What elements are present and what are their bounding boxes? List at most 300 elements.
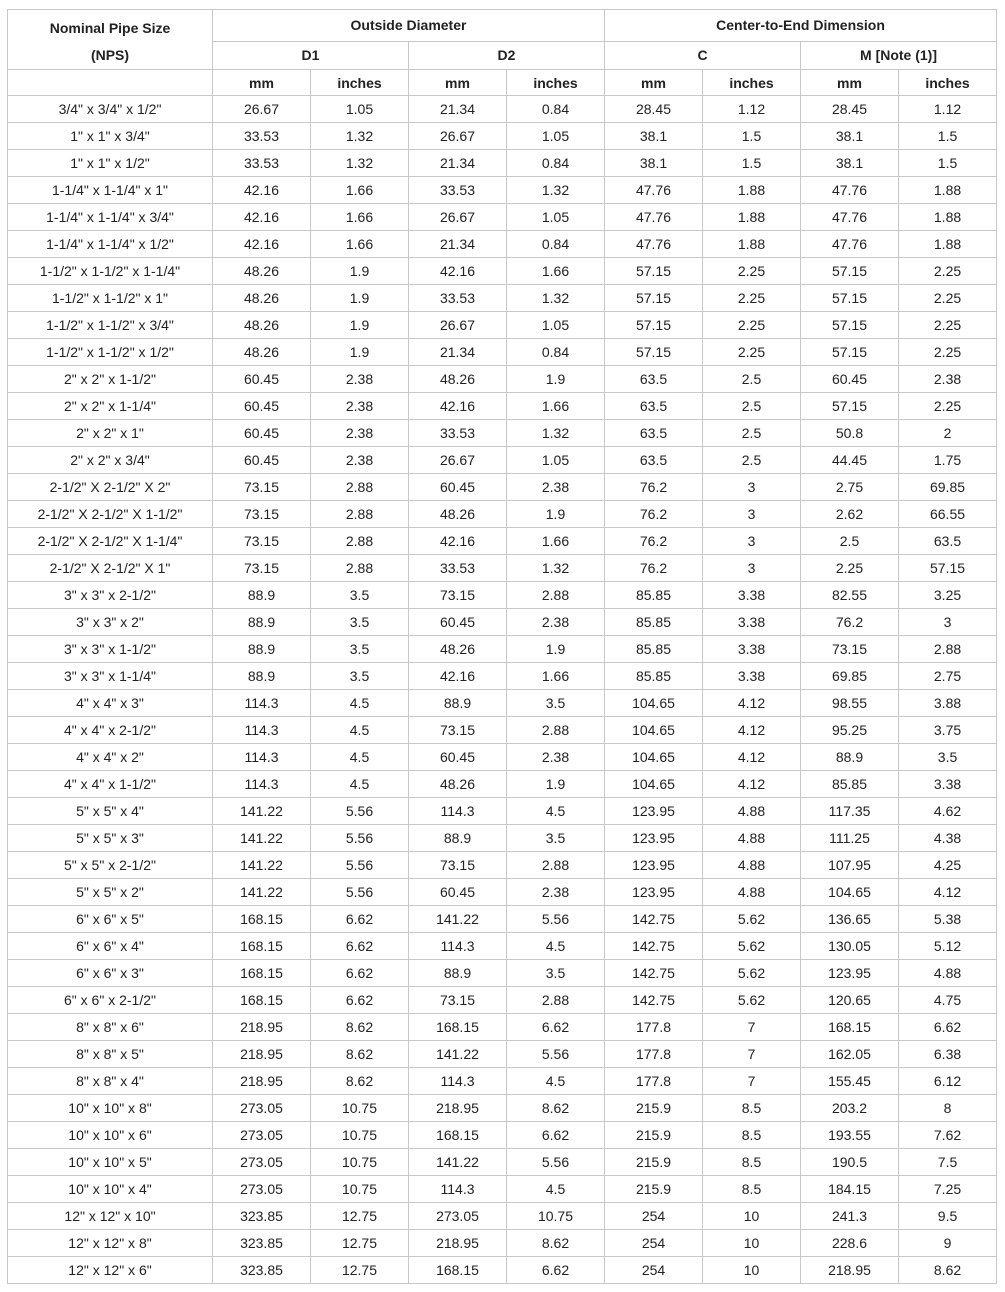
nps-cell: 3" x 3" x 2" bbox=[8, 609, 213, 636]
table-row bbox=[8, 744, 997, 771]
value-cell: 162.05 bbox=[801, 1041, 899, 1068]
value-cell: 6.62 bbox=[507, 1122, 605, 1149]
table-row bbox=[8, 609, 997, 636]
nps-cell: 10" x 10" x 8" bbox=[8, 1095, 213, 1122]
value-cell: 4.12 bbox=[703, 690, 801, 717]
value-cell: 2.88 bbox=[311, 555, 409, 582]
nps-cell: 6" x 6" x 2-1/2" bbox=[8, 987, 213, 1014]
value-cell: 88.9 bbox=[801, 744, 899, 771]
table-row bbox=[8, 636, 997, 663]
nps-cell: 3" x 3" x 1-1/2" bbox=[8, 636, 213, 663]
value-cell: 104.65 bbox=[605, 771, 703, 798]
unit-header: mm bbox=[213, 70, 311, 96]
value-cell: 4.5 bbox=[507, 1176, 605, 1203]
value-cell: 6.62 bbox=[311, 933, 409, 960]
nps-cell: 2" x 2" x 1-1/4" bbox=[8, 393, 213, 420]
value-cell: 57.15 bbox=[605, 312, 703, 339]
value-cell: 21.34 bbox=[409, 96, 507, 123]
value-cell: 76.2 bbox=[801, 609, 899, 636]
value-cell: 5.56 bbox=[507, 1041, 605, 1068]
value-cell: 142.75 bbox=[605, 960, 703, 987]
value-cell: 117.35 bbox=[801, 798, 899, 825]
value-cell: 2.38 bbox=[507, 744, 605, 771]
unit-header: mm bbox=[605, 70, 703, 96]
value-cell: 2.5 bbox=[703, 366, 801, 393]
value-cell: 3.38 bbox=[703, 582, 801, 609]
value-cell: 8.5 bbox=[703, 1095, 801, 1122]
value-cell: 2.88 bbox=[311, 474, 409, 501]
table-container bbox=[7, 9, 997, 1284]
table-row bbox=[8, 771, 997, 798]
value-cell: 3 bbox=[703, 555, 801, 582]
value-cell: 3.5 bbox=[311, 582, 409, 609]
value-cell: 1.88 bbox=[703, 204, 801, 231]
value-cell: 66.55 bbox=[899, 501, 997, 528]
value-cell: 142.75 bbox=[605, 933, 703, 960]
value-cell: 2.62 bbox=[801, 501, 899, 528]
value-cell: 1.66 bbox=[311, 231, 409, 258]
unit-header: inches bbox=[311, 70, 409, 96]
outside-diameter-header: Outside Diameter bbox=[213, 10, 605, 42]
table-row bbox=[8, 339, 997, 366]
value-cell: 50.8 bbox=[801, 420, 899, 447]
value-cell: 2.75 bbox=[899, 663, 997, 690]
value-cell: 10.75 bbox=[311, 1122, 409, 1149]
value-cell: 2.5 bbox=[703, 420, 801, 447]
unit-header: mm bbox=[801, 70, 899, 96]
unit-header: inches bbox=[899, 70, 997, 96]
table-row bbox=[8, 555, 997, 582]
table-row bbox=[8, 960, 997, 987]
value-cell: 48.26 bbox=[213, 285, 311, 312]
value-cell: 26.67 bbox=[409, 123, 507, 150]
value-cell: 88.9 bbox=[409, 960, 507, 987]
value-cell: 177.8 bbox=[605, 1014, 703, 1041]
value-cell: 73.15 bbox=[409, 717, 507, 744]
value-cell: 1.66 bbox=[311, 177, 409, 204]
value-cell: 155.45 bbox=[801, 1068, 899, 1095]
value-cell: 28.45 bbox=[801, 96, 899, 123]
value-cell: 2.5 bbox=[703, 447, 801, 474]
nps-cell: 1" x 1" x 1/2" bbox=[8, 150, 213, 177]
value-cell: 2.38 bbox=[311, 420, 409, 447]
d2-header: D2 bbox=[409, 41, 605, 69]
value-cell: 4.75 bbox=[899, 987, 997, 1014]
value-cell: 6.62 bbox=[899, 1014, 997, 1041]
value-cell: 2.5 bbox=[703, 393, 801, 420]
value-cell: 2.38 bbox=[899, 366, 997, 393]
value-cell: 5.56 bbox=[507, 1149, 605, 1176]
nps-cell: 3/4" x 3/4" x 1/2" bbox=[8, 96, 213, 123]
value-cell: 48.26 bbox=[409, 366, 507, 393]
value-cell: 8.62 bbox=[311, 1041, 409, 1068]
value-cell: 5.56 bbox=[311, 798, 409, 825]
value-cell: 5.38 bbox=[899, 906, 997, 933]
value-cell: 12.75 bbox=[311, 1203, 409, 1230]
value-cell: 69.85 bbox=[899, 474, 997, 501]
value-cell: 63.5 bbox=[605, 420, 703, 447]
value-cell: 114.3 bbox=[213, 717, 311, 744]
value-cell: 60.45 bbox=[213, 447, 311, 474]
value-cell: 104.65 bbox=[605, 717, 703, 744]
value-cell: 10 bbox=[703, 1230, 801, 1257]
value-cell: 4.5 bbox=[507, 933, 605, 960]
value-cell: 1.75 bbox=[899, 447, 997, 474]
value-cell: 98.55 bbox=[801, 690, 899, 717]
value-cell: 6.62 bbox=[311, 960, 409, 987]
value-cell: 2.88 bbox=[311, 501, 409, 528]
value-cell: 1.9 bbox=[311, 285, 409, 312]
value-cell: 215.9 bbox=[605, 1176, 703, 1203]
value-cell: 136.65 bbox=[801, 906, 899, 933]
value-cell: 1.9 bbox=[311, 258, 409, 285]
empty-header-cell bbox=[8, 70, 213, 96]
value-cell: 12.75 bbox=[311, 1230, 409, 1257]
value-cell: 168.15 bbox=[801, 1014, 899, 1041]
value-cell: 42.16 bbox=[409, 663, 507, 690]
value-cell: 1.5 bbox=[703, 150, 801, 177]
value-cell: 73.15 bbox=[409, 852, 507, 879]
value-cell: 12.75 bbox=[311, 1257, 409, 1284]
nps-cell: 5" x 5" x 2-1/2" bbox=[8, 852, 213, 879]
value-cell: 141.22 bbox=[409, 1041, 507, 1068]
value-cell: 107.95 bbox=[801, 852, 899, 879]
value-cell: 177.8 bbox=[605, 1068, 703, 1095]
value-cell: 123.95 bbox=[605, 798, 703, 825]
table-row bbox=[8, 177, 997, 204]
nps-cell: 3" x 3" x 2-1/2" bbox=[8, 582, 213, 609]
value-cell: 8.62 bbox=[507, 1230, 605, 1257]
value-cell: 2.88 bbox=[507, 852, 605, 879]
value-cell: 168.15 bbox=[213, 906, 311, 933]
value-cell: 73.15 bbox=[213, 528, 311, 555]
nps-cell: 2-1/2" X 2-1/2" X 1-1/2" bbox=[8, 501, 213, 528]
value-cell: 57.15 bbox=[899, 555, 997, 582]
value-cell: 3.88 bbox=[899, 690, 997, 717]
table-row bbox=[8, 1068, 997, 1095]
value-cell: 4.5 bbox=[311, 771, 409, 798]
value-cell: 48.26 bbox=[213, 339, 311, 366]
value-cell: 273.05 bbox=[213, 1122, 311, 1149]
value-cell: 123.95 bbox=[605, 825, 703, 852]
value-cell: 1.9 bbox=[311, 312, 409, 339]
value-cell: 60.45 bbox=[213, 366, 311, 393]
value-cell: 57.15 bbox=[605, 339, 703, 366]
value-cell: 1.66 bbox=[507, 393, 605, 420]
nps-cell: 10" x 10" x 6" bbox=[8, 1122, 213, 1149]
value-cell: 141.22 bbox=[213, 825, 311, 852]
value-cell: 26.67 bbox=[409, 447, 507, 474]
value-cell: 5.56 bbox=[311, 879, 409, 906]
value-cell: 26.67 bbox=[409, 312, 507, 339]
value-cell: 47.76 bbox=[605, 204, 703, 231]
value-cell: 2.25 bbox=[899, 285, 997, 312]
table-row bbox=[8, 1095, 997, 1122]
value-cell: 3.5 bbox=[507, 825, 605, 852]
table-row bbox=[8, 420, 997, 447]
value-cell: 141.22 bbox=[409, 1149, 507, 1176]
value-cell: 218.95 bbox=[213, 1068, 311, 1095]
value-cell: 218.95 bbox=[409, 1095, 507, 1122]
value-cell: 63.5 bbox=[899, 528, 997, 555]
value-cell: 85.85 bbox=[605, 636, 703, 663]
value-cell: 8.62 bbox=[311, 1014, 409, 1041]
value-cell: 168.15 bbox=[409, 1122, 507, 1149]
value-cell: 2.25 bbox=[899, 393, 997, 420]
value-cell: 1.88 bbox=[899, 204, 997, 231]
value-cell: 123.95 bbox=[605, 852, 703, 879]
nps-cell: 10" x 10" x 4" bbox=[8, 1176, 213, 1203]
d1-header: D1 bbox=[213, 41, 409, 69]
value-cell: 2.88 bbox=[507, 987, 605, 1014]
value-cell: 60.45 bbox=[409, 609, 507, 636]
table-row bbox=[8, 717, 997, 744]
value-cell: 3.5 bbox=[311, 663, 409, 690]
table-row bbox=[8, 825, 997, 852]
table-row bbox=[8, 474, 997, 501]
value-cell: 3.5 bbox=[899, 744, 997, 771]
pipe-dimension-table bbox=[7, 9, 997, 1284]
value-cell: 4.88 bbox=[703, 825, 801, 852]
value-cell: 1.66 bbox=[507, 258, 605, 285]
nps-cell: 5" x 5" x 2" bbox=[8, 879, 213, 906]
value-cell: 7.25 bbox=[899, 1176, 997, 1203]
nps-cell: 6" x 6" x 5" bbox=[8, 906, 213, 933]
value-cell: 47.76 bbox=[801, 231, 899, 258]
value-cell: 4.12 bbox=[703, 744, 801, 771]
value-cell: 1.32 bbox=[507, 177, 605, 204]
value-cell: 142.75 bbox=[605, 906, 703, 933]
value-cell: 2.38 bbox=[507, 609, 605, 636]
value-cell: 141.22 bbox=[213, 852, 311, 879]
value-cell: 33.53 bbox=[213, 123, 311, 150]
value-cell: 63.5 bbox=[605, 393, 703, 420]
nps-cell: 2-1/2" X 2-1/2" X 1-1/4" bbox=[8, 528, 213, 555]
value-cell: 1.9 bbox=[507, 636, 605, 663]
nps-cell: 2" x 2" x 1-1/2" bbox=[8, 366, 213, 393]
table-row bbox=[8, 150, 997, 177]
value-cell: 48.26 bbox=[409, 501, 507, 528]
value-cell: 1.9 bbox=[311, 339, 409, 366]
value-cell: 42.16 bbox=[409, 258, 507, 285]
value-cell: 1.88 bbox=[703, 231, 801, 258]
value-cell: 2.38 bbox=[311, 366, 409, 393]
value-cell: 323.85 bbox=[213, 1230, 311, 1257]
value-cell: 3.5 bbox=[507, 960, 605, 987]
value-cell: 6.62 bbox=[507, 1014, 605, 1041]
value-cell: 0.84 bbox=[507, 231, 605, 258]
value-cell: 95.25 bbox=[801, 717, 899, 744]
table-row bbox=[8, 366, 997, 393]
value-cell: 1.05 bbox=[507, 204, 605, 231]
value-cell: 21.34 bbox=[409, 150, 507, 177]
value-cell: 2.88 bbox=[507, 717, 605, 744]
value-cell: 120.65 bbox=[801, 987, 899, 1014]
value-cell: 2.38 bbox=[311, 393, 409, 420]
unit-header: mm bbox=[409, 70, 507, 96]
value-cell: 184.15 bbox=[801, 1176, 899, 1203]
value-cell: 88.9 bbox=[213, 609, 311, 636]
value-cell: 10 bbox=[703, 1257, 801, 1284]
value-cell: 0.84 bbox=[507, 339, 605, 366]
nps-cell: 10" x 10" x 5" bbox=[8, 1149, 213, 1176]
value-cell: 254 bbox=[605, 1230, 703, 1257]
value-cell: 2.88 bbox=[899, 636, 997, 663]
value-cell: 60.45 bbox=[409, 744, 507, 771]
nps-cell: 4" x 4" x 2" bbox=[8, 744, 213, 771]
value-cell: 73.15 bbox=[801, 636, 899, 663]
value-cell: 60.45 bbox=[409, 879, 507, 906]
value-cell: 1.66 bbox=[507, 663, 605, 690]
value-cell: 114.3 bbox=[409, 933, 507, 960]
value-cell: 7 bbox=[703, 1068, 801, 1095]
table-row bbox=[8, 690, 997, 717]
value-cell: 218.95 bbox=[409, 1230, 507, 1257]
table-row bbox=[8, 447, 997, 474]
value-cell: 5.62 bbox=[703, 987, 801, 1014]
value-cell: 38.1 bbox=[801, 123, 899, 150]
value-cell: 2.5 bbox=[801, 528, 899, 555]
value-cell: 4.25 bbox=[899, 852, 997, 879]
value-cell: 88.9 bbox=[213, 636, 311, 663]
value-cell: 8.62 bbox=[507, 1095, 605, 1122]
nps-cell: 12" x 12" x 10" bbox=[8, 1203, 213, 1230]
value-cell: 3.38 bbox=[703, 663, 801, 690]
value-cell: 142.75 bbox=[605, 987, 703, 1014]
value-cell: 5.56 bbox=[311, 852, 409, 879]
value-cell: 141.22 bbox=[409, 906, 507, 933]
value-cell: 42.16 bbox=[213, 231, 311, 258]
value-cell: 69.85 bbox=[801, 663, 899, 690]
value-cell: 38.1 bbox=[605, 150, 703, 177]
value-cell: 218.95 bbox=[213, 1014, 311, 1041]
value-cell: 21.34 bbox=[409, 339, 507, 366]
value-cell: 6.62 bbox=[311, 987, 409, 1014]
value-cell: 4.5 bbox=[507, 1068, 605, 1095]
value-cell: 57.15 bbox=[801, 258, 899, 285]
value-cell: 1.9 bbox=[507, 771, 605, 798]
table-row bbox=[8, 987, 997, 1014]
value-cell: 85.85 bbox=[605, 609, 703, 636]
value-cell: 323.85 bbox=[213, 1203, 311, 1230]
value-cell: 1.66 bbox=[311, 204, 409, 231]
value-cell: 168.15 bbox=[213, 933, 311, 960]
value-cell: 215.9 bbox=[605, 1149, 703, 1176]
value-cell: 4.12 bbox=[899, 879, 997, 906]
value-cell: 215.9 bbox=[605, 1095, 703, 1122]
table-row bbox=[8, 231, 997, 258]
value-cell: 130.05 bbox=[801, 933, 899, 960]
table-row bbox=[8, 798, 997, 825]
value-cell: 33.53 bbox=[409, 285, 507, 312]
value-cell: 10.75 bbox=[311, 1095, 409, 1122]
value-cell: 141.22 bbox=[213, 798, 311, 825]
value-cell: 168.15 bbox=[409, 1257, 507, 1284]
value-cell: 1.32 bbox=[507, 555, 605, 582]
value-cell: 241.3 bbox=[801, 1203, 899, 1230]
value-cell: 218.95 bbox=[213, 1041, 311, 1068]
value-cell: 1.32 bbox=[507, 420, 605, 447]
value-cell: 2.75 bbox=[801, 474, 899, 501]
table-row bbox=[8, 1014, 997, 1041]
value-cell: 4.38 bbox=[899, 825, 997, 852]
value-cell: 48.26 bbox=[213, 258, 311, 285]
value-cell: 6.12 bbox=[899, 1068, 997, 1095]
value-cell: 3.5 bbox=[311, 636, 409, 663]
value-cell: 114.3 bbox=[409, 1176, 507, 1203]
value-cell: 21.34 bbox=[409, 231, 507, 258]
value-cell: 73.15 bbox=[213, 555, 311, 582]
value-cell: 123.95 bbox=[605, 879, 703, 906]
value-cell: 5.62 bbox=[703, 960, 801, 987]
value-cell: 1.9 bbox=[507, 501, 605, 528]
value-cell: 1.12 bbox=[703, 96, 801, 123]
value-cell: 2.88 bbox=[507, 582, 605, 609]
value-cell: 9 bbox=[899, 1230, 997, 1257]
value-cell: 1.05 bbox=[507, 447, 605, 474]
table-row bbox=[8, 528, 997, 555]
value-cell: 1.05 bbox=[507, 123, 605, 150]
value-cell: 6.62 bbox=[311, 906, 409, 933]
value-cell: 85.85 bbox=[605, 582, 703, 609]
nps-cell: 2" x 2" x 1" bbox=[8, 420, 213, 447]
value-cell: 2.25 bbox=[801, 555, 899, 582]
nps-cell: 1-1/4" x 1-1/4" x 1/2" bbox=[8, 231, 213, 258]
value-cell: 2.25 bbox=[899, 258, 997, 285]
nps-cell: 6" x 6" x 3" bbox=[8, 960, 213, 987]
value-cell: 2.25 bbox=[703, 258, 801, 285]
value-cell: 8 bbox=[899, 1095, 997, 1122]
value-cell: 3 bbox=[703, 528, 801, 555]
value-cell: 76.2 bbox=[605, 501, 703, 528]
value-cell: 5.12 bbox=[899, 933, 997, 960]
value-cell: 218.95 bbox=[801, 1257, 899, 1284]
value-cell: 33.53 bbox=[409, 177, 507, 204]
nps-header-line2: (NPS) bbox=[90, 47, 130, 63]
value-cell: 57.15 bbox=[801, 285, 899, 312]
value-cell: 2.38 bbox=[507, 474, 605, 501]
table-row bbox=[8, 933, 997, 960]
value-cell: 5.56 bbox=[311, 825, 409, 852]
value-cell: 42.16 bbox=[409, 528, 507, 555]
value-cell: 203.2 bbox=[801, 1095, 899, 1122]
value-cell: 2.25 bbox=[703, 285, 801, 312]
value-cell: 85.85 bbox=[801, 771, 899, 798]
table-row bbox=[8, 1203, 997, 1230]
value-cell: 6.62 bbox=[507, 1257, 605, 1284]
table-row bbox=[8, 1122, 997, 1149]
value-cell: 60.45 bbox=[409, 474, 507, 501]
table-row bbox=[8, 582, 997, 609]
nps-cell: 12" x 12" x 8" bbox=[8, 1230, 213, 1257]
value-cell: 1.88 bbox=[703, 177, 801, 204]
value-cell: 3.75 bbox=[899, 717, 997, 744]
value-cell: 4.88 bbox=[703, 798, 801, 825]
value-cell: 141.22 bbox=[213, 879, 311, 906]
value-cell: 273.05 bbox=[213, 1095, 311, 1122]
value-cell: 48.26 bbox=[409, 636, 507, 663]
nps-cell: 5" x 5" x 3" bbox=[8, 825, 213, 852]
value-cell: 76.2 bbox=[605, 555, 703, 582]
table-row bbox=[8, 852, 997, 879]
value-cell: 1.05 bbox=[311, 96, 409, 123]
value-cell: 7 bbox=[703, 1014, 801, 1041]
table-row bbox=[8, 1149, 997, 1176]
value-cell: 42.16 bbox=[213, 177, 311, 204]
table-row bbox=[8, 1176, 997, 1203]
nps-header bbox=[8, 10, 213, 70]
value-cell: 47.76 bbox=[605, 177, 703, 204]
